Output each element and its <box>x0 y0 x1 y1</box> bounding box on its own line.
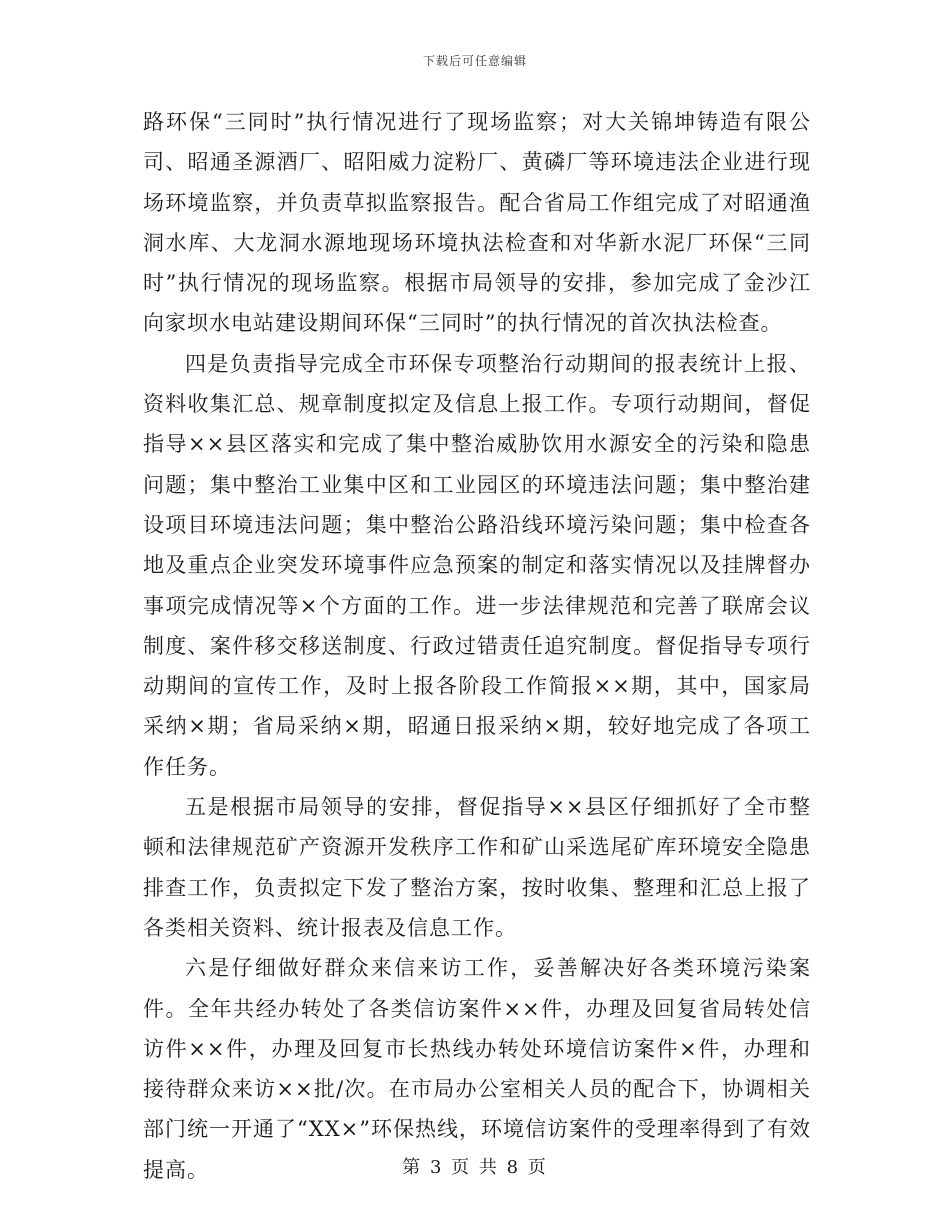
paragraph-continuation: 路环保“三同时”执行情况进行了现场监察；对大关锦坤铸造有限公司、昭通圣源酒厂、昭阳威力淀粉厂、黄磷厂等环境违法企业进行现场环境监察，并负责草拟监察报告。配合省局工作组完成了对昭通渔洞水库、大龙洞水源地现场环境执法检查和对华新水泥厂环保“三同时”执行情况的现场监察。根据市局领导的安排，参加完成了金沙江向家坝水电站建设期间环保“三同时”的执行情况的首次执法检查。 <box>143 110 811 336</box>
paragraph-item-four: 四是负责指导完成全市环保专项整治行动期间的报表统计上报、资料收集汇总、规章制度拟定及信息上报工作。专项行动期间，督促指导××县区落实和完成了集中整治威胁饮用水源安全的污染和隐患问题；集中整治工业集中区和工业园区的环境违法问题；集中整治建设项目环境违法问题；集中整治公路沿线环境污染问题；集中检查各地及重点企业突发环境事件应急预案的制定和落实情况以及挂牌督办事项完成情况等×个方面的工作。进一步法律规范和完善了联席会议制度、案件移交移送制度、行政过错责任追究制度。督促指导专项行动期间的宣传工作，及时上报各阶段工作简报××期，其中，国家局采纳×期；省局采纳×期，昭通日报采纳×期，较好地完成了各项工作任务。 <box>143 351 811 779</box>
page-number: 第 3 页 共 8 页 <box>402 1157 548 1178</box>
paragraph-item-five: 五是根据市局领导的安排，督促指导××县区仔细抓好了全市整顿和法律规范矿产资源开发秩序工作和矿山采选尾矿库环境安全隐患排查工作，负责拟定下发了整治方案，按时收集、整理和汇总上报了各类相关资料、统计报表及信息工作。 <box>143 795 811 940</box>
paragraph-item-six: 六是仔细做好群众来信来访工作，妥善解决好各类环境污染案件。全年共经办转处了各类信访案件××件，办理及回复省局转处信访件××件，办理及回复市长热线办转处环境信访案件×件，办理和接待群众来访××批/次。在市局办公室相关人员的配合下，协调相关部门统一开通了“XX×”环保热线，环境信访案件的受理率得到了有效提高。 <box>143 956 811 1182</box>
page-header: 下载后可任意编辑 <box>422 54 527 68</box>
document-body <box>143 102 811 1190</box>
